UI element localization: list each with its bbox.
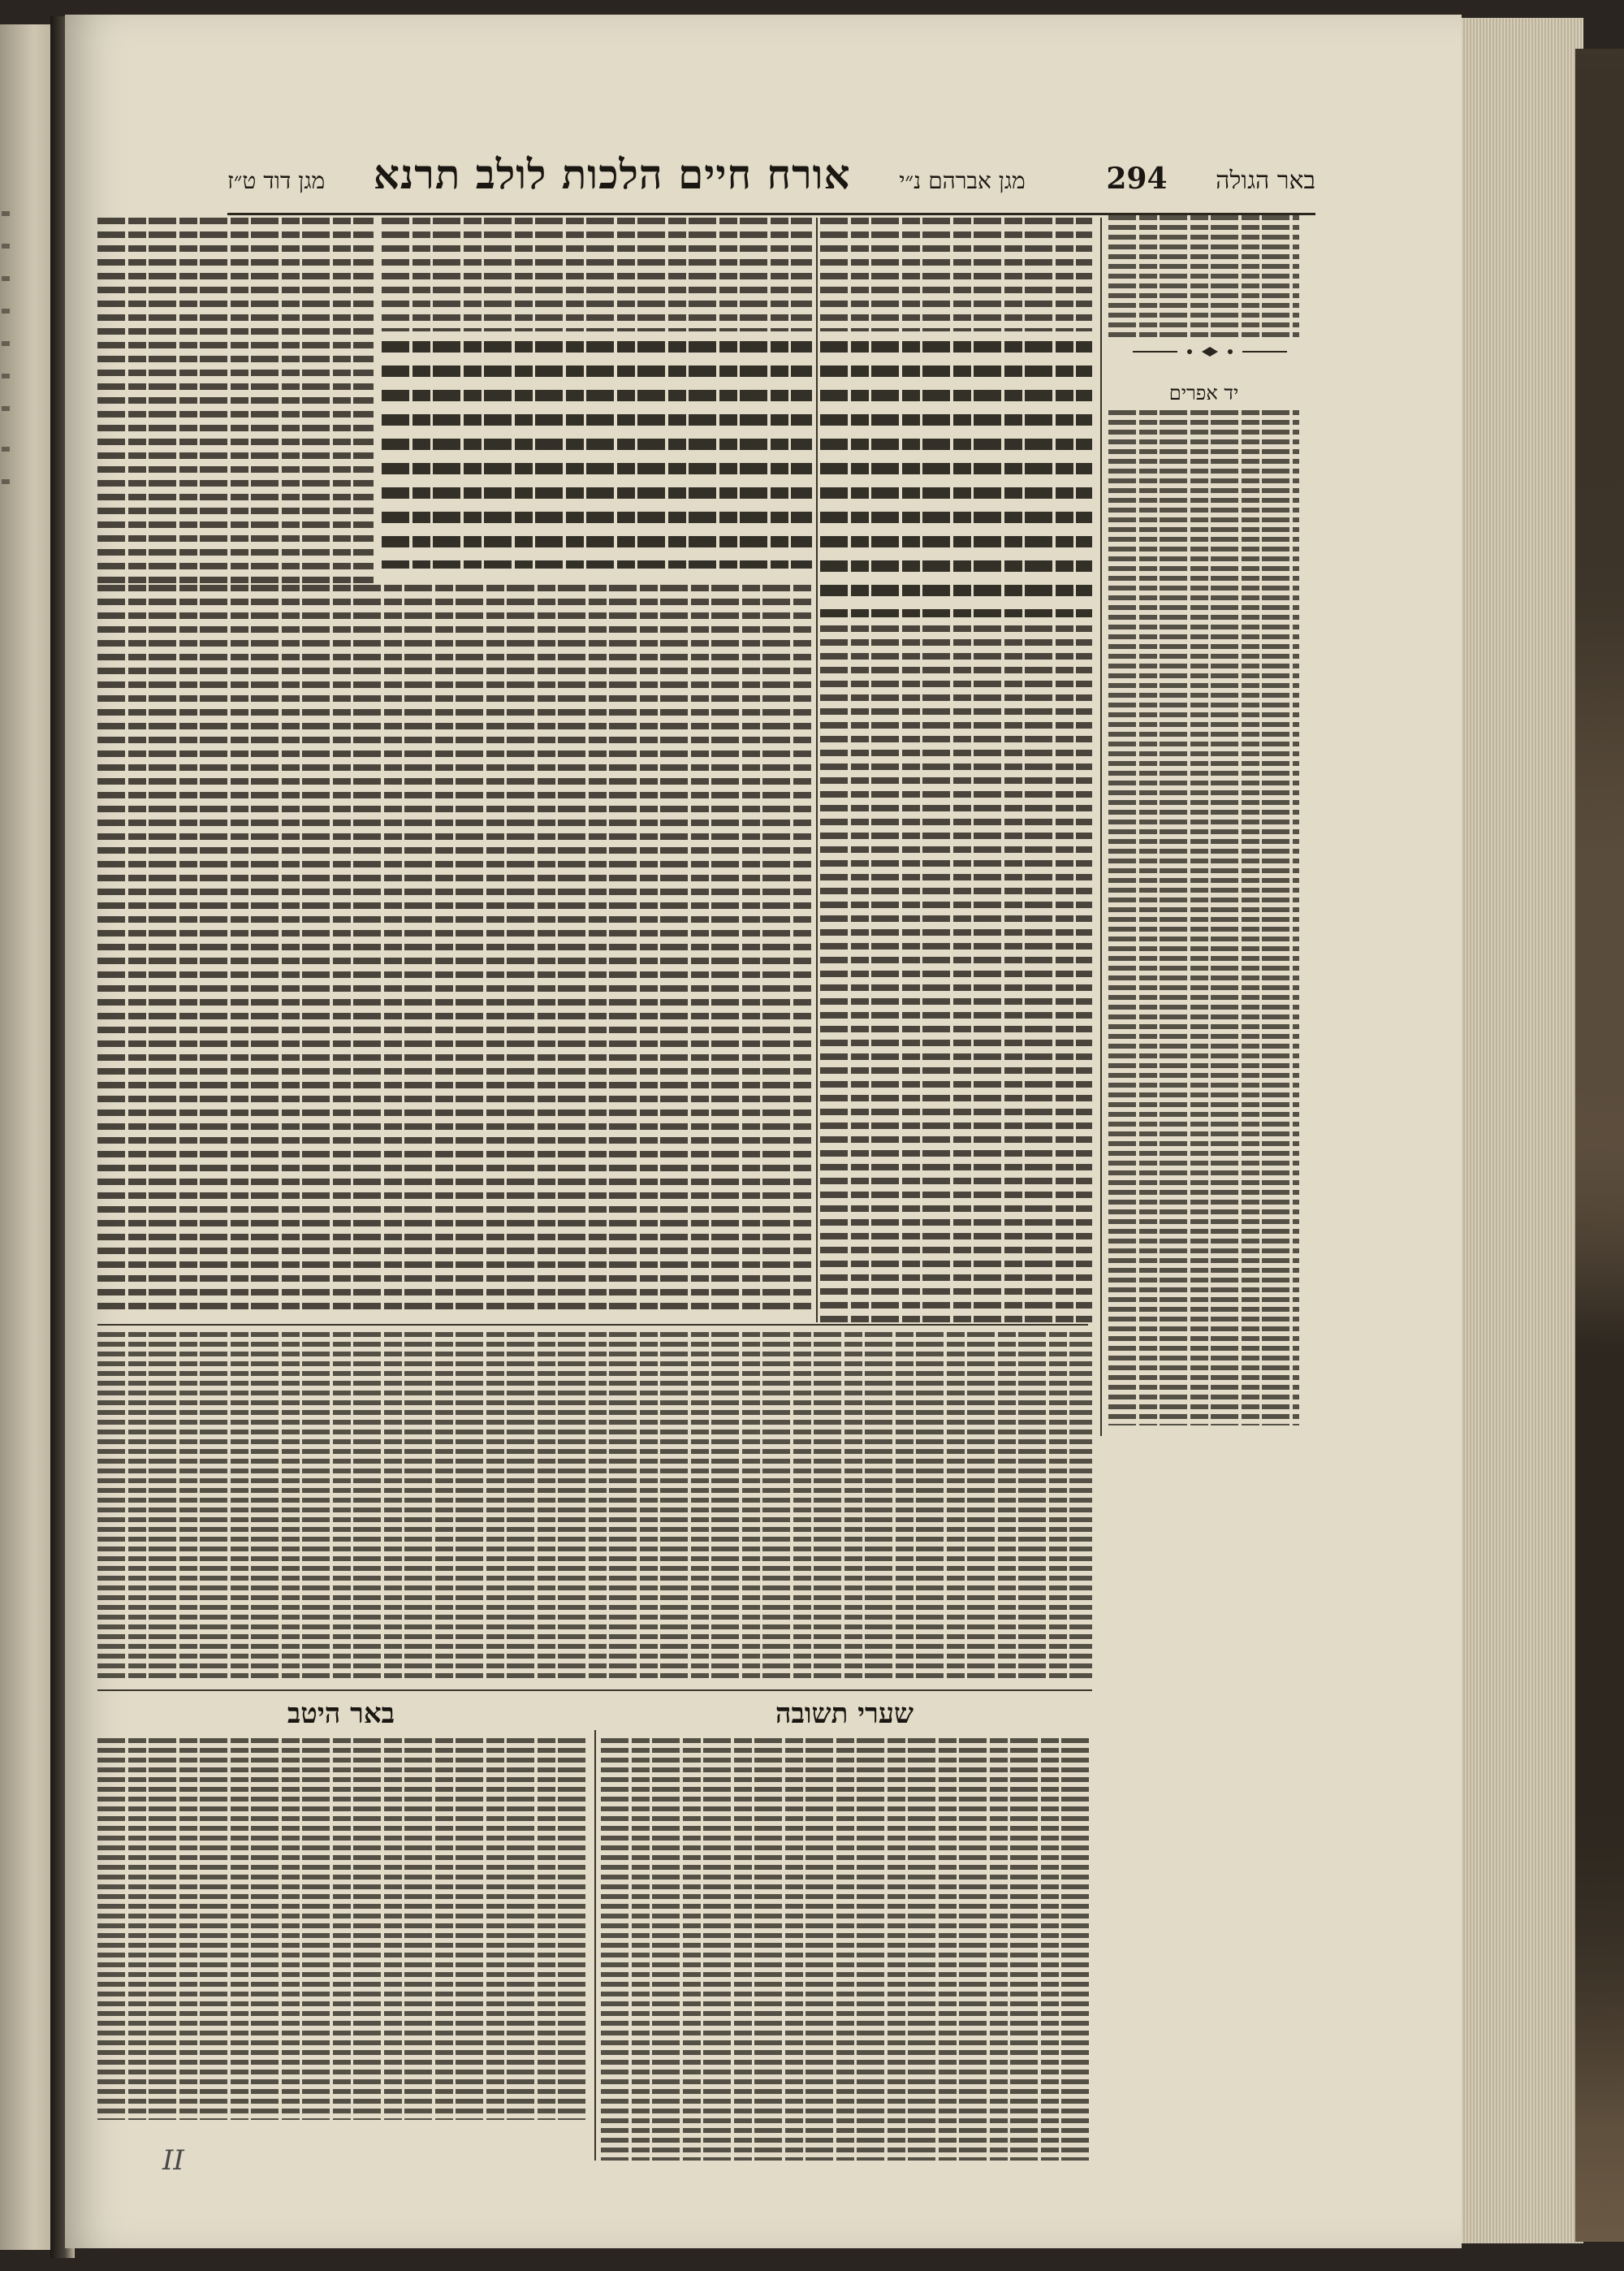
- page-number: 294: [1106, 162, 1168, 196]
- taz-top-continuation: [382, 218, 812, 331]
- section-rule: [97, 1324, 1088, 1326]
- signature-mark: II: [162, 2144, 184, 2177]
- margin-text-beer-hagolah: [1108, 215, 1299, 337]
- taz-text-top: [97, 218, 374, 583]
- column-divider: [594, 1730, 596, 2161]
- mishnah-text-right: [820, 341, 1092, 617]
- magen-avraham-top: [820, 218, 1092, 331]
- gloss-text-fullwidth: [97, 1332, 1092, 1681]
- ornament-divider: [1129, 345, 1291, 358]
- section-rule: [97, 1689, 1092, 1691]
- page-fore-edge: [1462, 18, 1583, 2243]
- previous-page-edge: [0, 24, 57, 2250]
- column-divider: [1100, 218, 1102, 1436]
- page-title: אורח חיים הלכות לולב תרנא: [373, 150, 851, 198]
- beer-heitev-heading: באר היטב: [287, 1698, 395, 1730]
- shaarei-teshuva-text: [601, 1738, 1092, 2161]
- header-margin-title: באר הגולה: [1216, 167, 1315, 195]
- magen-avraham-text: [820, 625, 1092, 1324]
- header-commentary-right: מגן אברהם נ״י: [899, 167, 1026, 194]
- column-divider: [816, 218, 818, 1322]
- taz-text-body: [97, 585, 812, 1316]
- margin-section-label: יד אפרים: [1168, 382, 1239, 404]
- running-header: [227, 150, 1315, 215]
- main-text-central: [382, 341, 812, 569]
- shaarei-teshuva-heading: שערי תשובה: [775, 1698, 914, 1730]
- header-commentary-left: מגן דוד ט״ז: [227, 167, 326, 194]
- beer-heitev-text: [97, 1738, 589, 2120]
- margin-text-yad-ephraim: [1108, 410, 1299, 1425]
- marbled-edge: [1575, 49, 1624, 2242]
